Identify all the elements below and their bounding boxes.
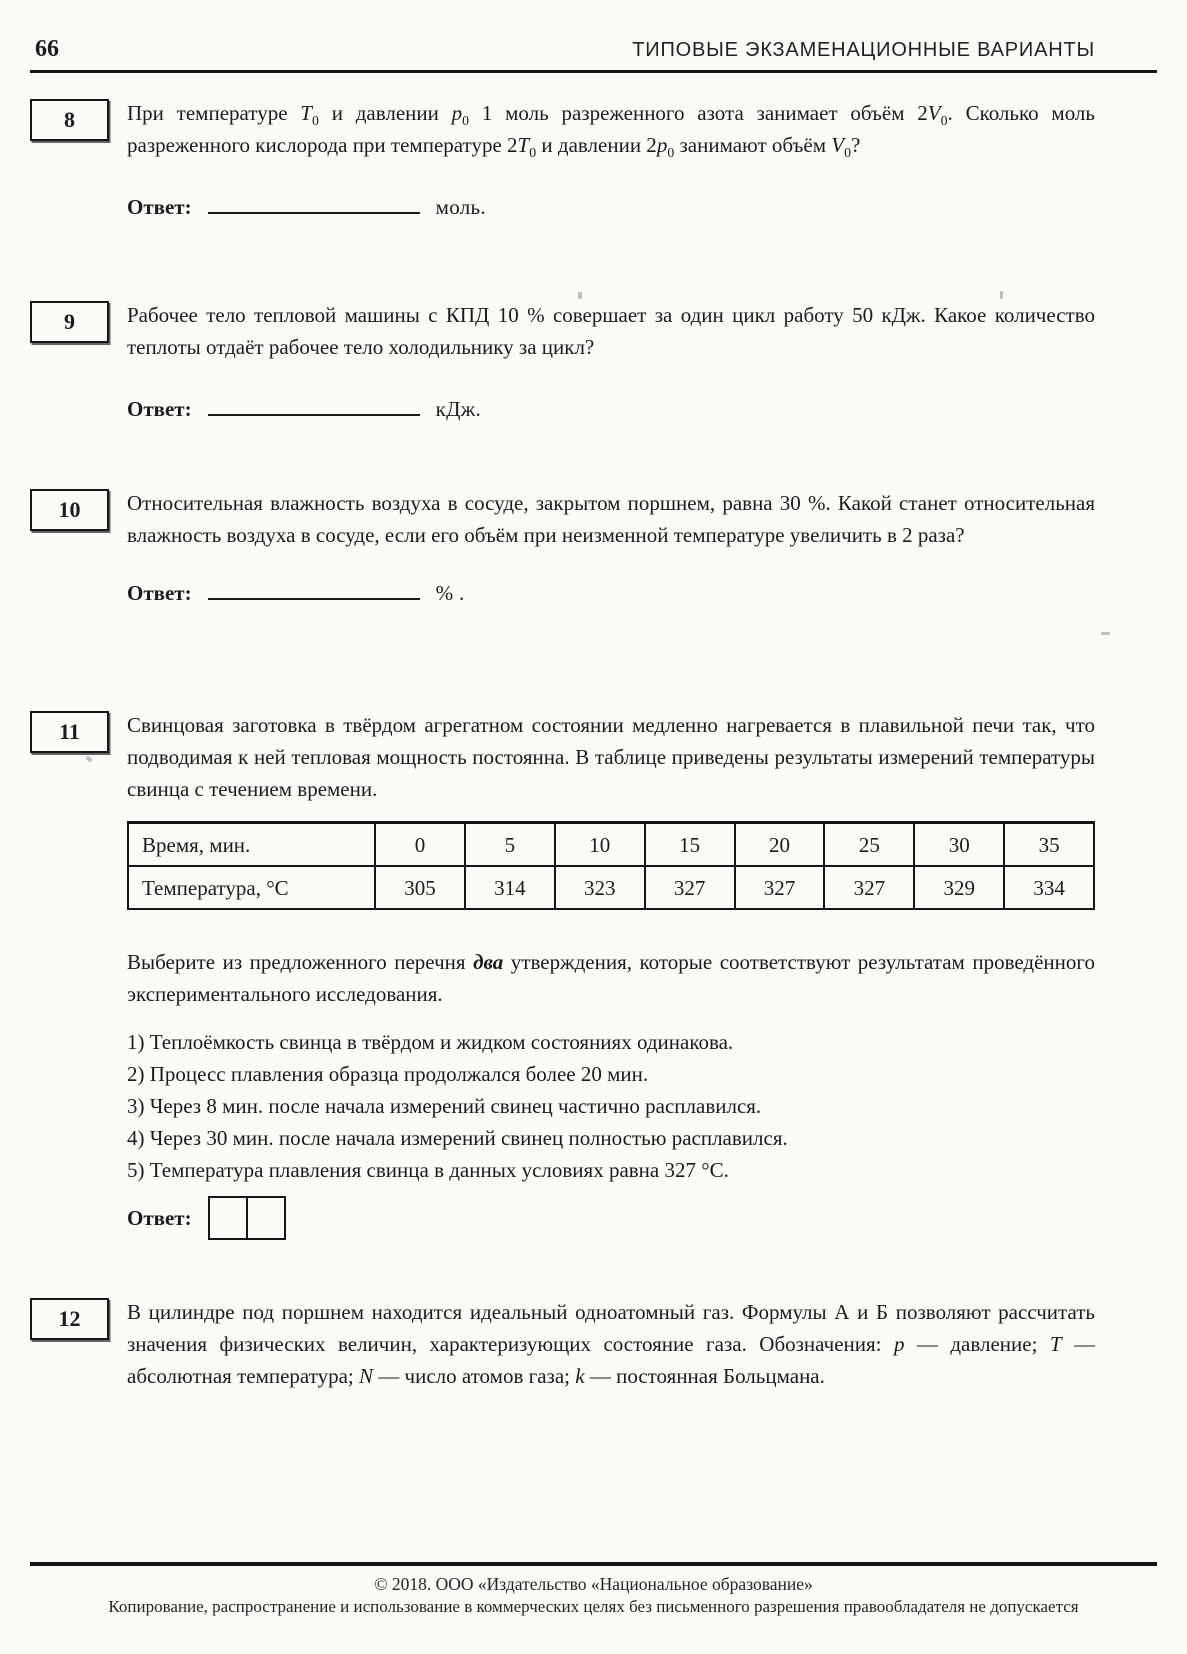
question-8-number-box (30, 99, 109, 141)
question-10-answer-row (127, 577, 1095, 609)
time-value-cell: 0 (375, 823, 465, 867)
temperature-value-cell: 329 (914, 866, 1004, 909)
option-item-4: 4) Через 30 мин. после начала измерений свинец полностью расплавился. (127, 1126, 788, 1150)
option-item-1: 1) Теплоёмкость свинца в твёрдом и жидком состояниях одинакова. (127, 1030, 734, 1054)
question-8-text: При температуре $T_0$ и давлении $p_0$ 1 моль разреженного азота занимает объём $2V_0$. Сколько моль разреженного кислорода при температуре $2T_0$ и давлении $2p_0$ занимают объём $V_0$? (127, 101, 1095, 161)
answer-cell-1 (208, 1196, 248, 1240)
temperature-value-cell: 327 (735, 866, 825, 909)
question-12-number: 12 (58, 1306, 81, 1331)
question-9-answer-row (127, 393, 1095, 425)
temperature-value-cell: 334 (1004, 866, 1094, 909)
answer-blank (208, 396, 420, 416)
option-item-3: 3) Через 8 мин. после начала измерений свинец частично расплавился. (127, 1094, 762, 1118)
question-8-number: 8 (64, 107, 75, 132)
footer-notice: Копирование, распространение и использование в коммерческих целях без письменного разрешения правообладателя не допускается (108, 1597, 1079, 1616)
temperature-value-cell: 305 (375, 866, 465, 909)
question-10-number-box (30, 489, 109, 531)
question-11-answer-row (127, 1196, 1095, 1240)
question-8-answer-row (127, 191, 1095, 223)
question-11-number-box (30, 711, 109, 753)
question-10 (30, 487, 1157, 609)
header-title: ТИПОВЫЕ ЭКЗАМЕНАЦИОННЫЕ ВАРИАНТЫ (632, 39, 1095, 61)
scan-speck (578, 292, 582, 299)
answer-blank (208, 194, 420, 214)
page-number: 66 (35, 36, 59, 62)
scan-speck (1101, 632, 1110, 635)
temperature-label-cell: Температура, °С (128, 866, 375, 909)
temperature-value-cell: 327 (645, 866, 735, 909)
answer-blank (208, 580, 420, 600)
question-9-number: 9 (64, 309, 75, 334)
question-9-text: Рабочее тело тепловой машины с КПД 10 % совершает за один цикл работу 50 кДж. Какое количество теплоты отдаёт рабочее тело холодильнику за цикл? (127, 303, 1095, 359)
question-11-text: Свинцовая заготовка в твёрдом агрегатном состоянии медленно нагревается в плавильной печи так, что подводимая к ней тепловая мощность постоянна. В таблице приведены результаты измерений температуры свинца с течением времени. (127, 713, 1095, 801)
temperature-value-cell: 323 (555, 866, 645, 909)
time-value-cell: 30 (914, 823, 1004, 867)
table-row-time (128, 823, 1094, 867)
option-item-5: 5) Температура плавления свинца в данных условиях равна 327 °С. (127, 1158, 729, 1182)
footer-rule (30, 1562, 1157, 1566)
measurements-table (127, 821, 1095, 910)
question-9-number-box (30, 301, 109, 343)
temperature-value-cell: 327 (824, 866, 914, 909)
page-footer (30, 1562, 1157, 1617)
question-10-text: Относительная влажность воздуха в сосуде, закрытом поршнем, равна 30 %. Какой станет относительная влажность воздуха в сосуде, если его объём при неизменной температуре увеличить в 2 раза? (127, 491, 1095, 547)
options-list (127, 1026, 1095, 1186)
question-11-number: 11 (59, 719, 80, 744)
temperature-value-cell: 314 (465, 866, 555, 909)
answer-label: Ответ: (127, 195, 192, 219)
answer-cells (208, 1196, 286, 1240)
answer-label: Ответ: (127, 397, 192, 421)
table-row-temperature (128, 866, 1094, 909)
question-12-number-box (30, 1298, 109, 1340)
page-header (30, 0, 1157, 63)
time-value-cell: 15 (645, 823, 735, 867)
time-value-cell: 25 (824, 823, 914, 867)
time-value-cell: 5 (465, 823, 555, 867)
answer-unit: % . (435, 581, 465, 605)
scan-speck (1000, 291, 1003, 299)
question-12 (30, 1296, 1157, 1392)
answer-label: Ответ: (127, 581, 192, 605)
answer-unit: кДж. (435, 397, 482, 421)
question-11-prompt: Выберите из предложенного перечня два утверждения, которые соответствуют результатам проведённого экспериментального исследования. (127, 950, 1095, 1006)
time-label-cell: Время, мин. (128, 823, 375, 867)
time-value-cell: 20 (735, 823, 825, 867)
time-value-cell: 35 (1004, 823, 1094, 867)
question-8 (30, 97, 1157, 223)
option-item-2: 2) Процесс плавления образца продолжался более 20 мин. (127, 1062, 649, 1086)
header-rule (30, 70, 1157, 73)
question-10-number: 10 (58, 497, 81, 522)
question-11 (30, 709, 1157, 1240)
time-value-cell: 10 (555, 823, 645, 867)
answer-label: Ответ: (127, 1206, 192, 1230)
question-9 (30, 299, 1157, 425)
answer-cell-2 (246, 1196, 286, 1240)
answer-unit: моль. (435, 195, 486, 219)
footer-copyright: © 2018. ООО «Издательство «Национальное образование» (374, 1574, 813, 1594)
question-12-text: В цилиндре под поршнем находится идеальный одноатомный газ. Формулы А и Б позволяют рассчитать значения физических величин, характеризующих состояние газа. Обозначения: p — давление; T — абсолютная температура; N — число атомов газа; k — постоянная Больцмана. (127, 1300, 1095, 1388)
